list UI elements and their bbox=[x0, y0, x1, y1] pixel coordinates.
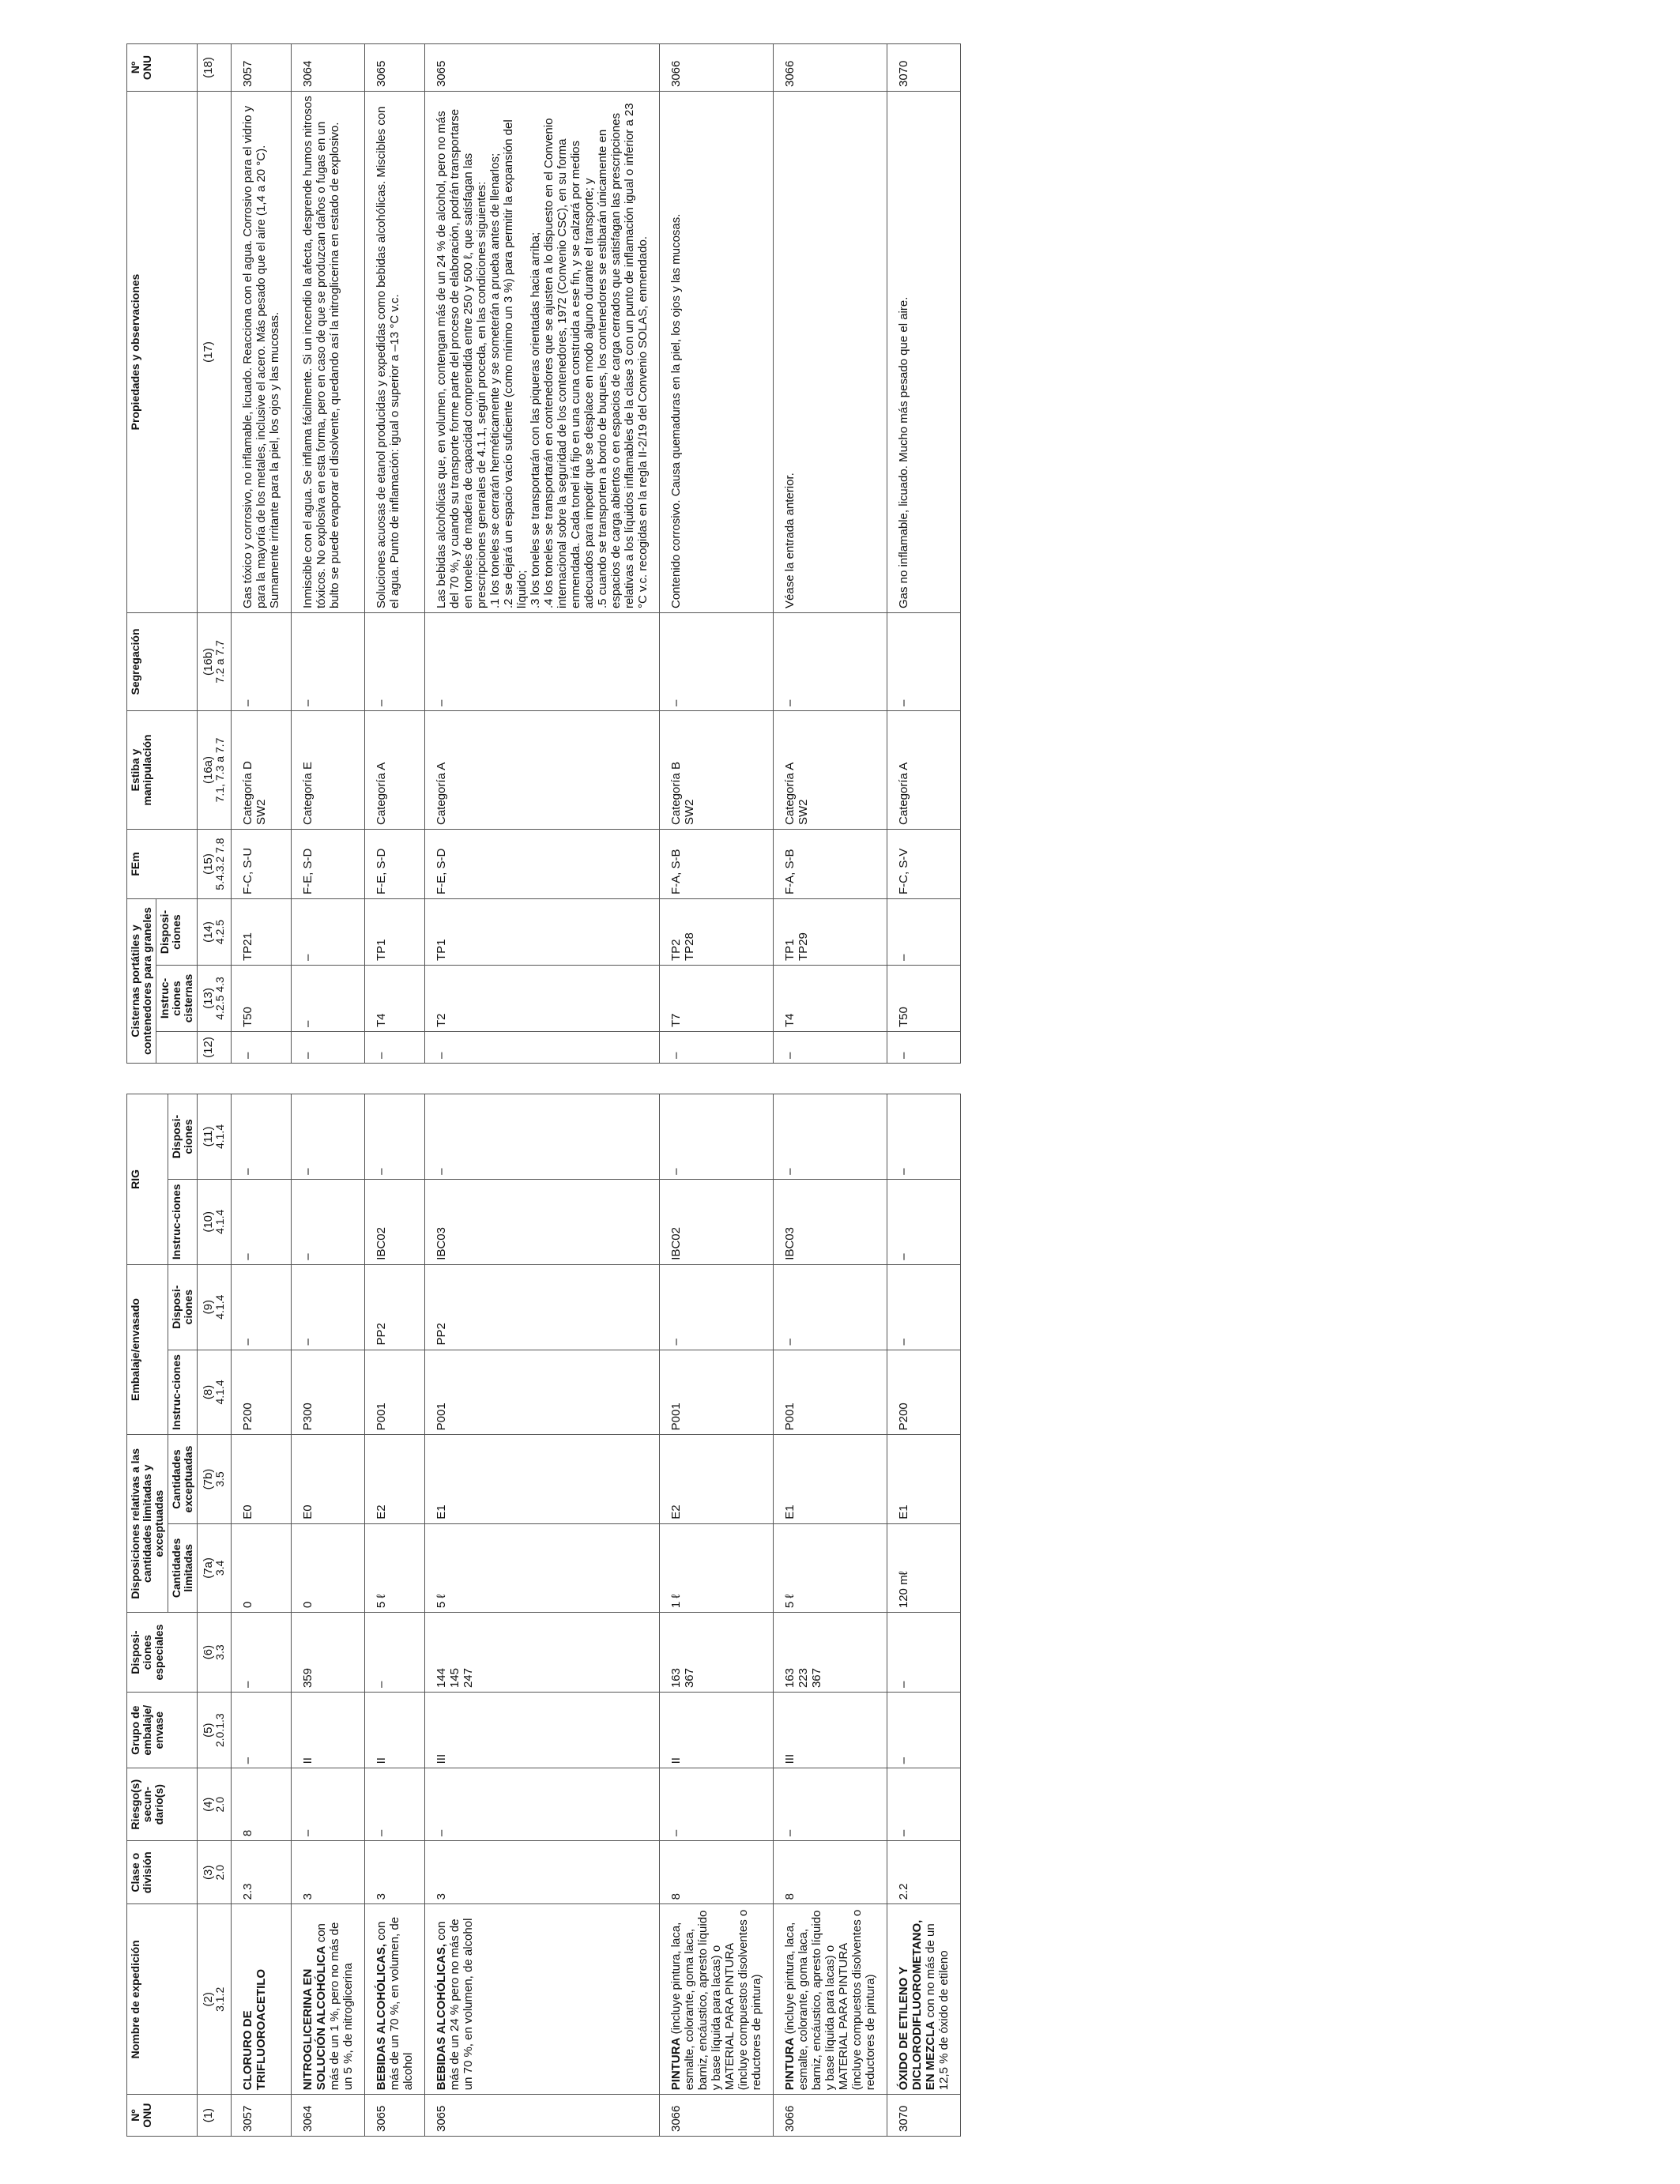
header-blank-12 bbox=[156, 1032, 198, 1064]
column-number: (13) bbox=[202, 988, 215, 1009]
column-reference: 3.4 bbox=[213, 1560, 226, 1576]
cell-onu-right: 3065 bbox=[365, 44, 425, 92]
left-col-number bbox=[198, 1768, 232, 1841]
cell-grupo: – bbox=[232, 1693, 292, 1768]
cell-cantidades-limitadas: 5 ℓ bbox=[425, 1523, 660, 1612]
column-number: (9) bbox=[202, 1299, 215, 1315]
cell-estiba-line: Categoría D bbox=[241, 761, 254, 825]
cell-cisternas-instrucciones: T50 bbox=[232, 966, 292, 1032]
observations-text: Gas no inflamable, licuado. Mucho más pesado que el aire. bbox=[897, 296, 910, 608]
cell-rig-disposiciones: – bbox=[232, 1094, 292, 1180]
cell-cisternas-instrucciones: T7 bbox=[660, 966, 774, 1032]
cell-disposiciones-especiales-line: – bbox=[897, 1681, 910, 1689]
observations-item: .5 cuando se transporten a bordo de buques, los contenedores se estibarán únicamente en espacios de carga abiertos o en espacios de carga cerrados que satisfagan las prescripciones relativas a los líquidos inflamables de la clase 3 con un punto de inflamación igual o inferior a 23 °C v.c. recogidas en la regla II-2/19 del Convenio SOLAS, enmendado. bbox=[596, 103, 650, 608]
column-reference: 4.1.4 bbox=[213, 1294, 226, 1320]
cell-rig-instrucciones: IBC02 bbox=[365, 1179, 425, 1264]
cell-rig-disposiciones: – bbox=[425, 1094, 660, 1180]
table-row bbox=[292, 44, 365, 1064]
cell-rig-instrucciones: IBC03 bbox=[774, 1179, 887, 1264]
cell-riesgo: 8 bbox=[232, 1768, 292, 1841]
right-col-number bbox=[198, 92, 232, 613]
column-reference: 4.1.4 bbox=[213, 1380, 226, 1405]
cell-cantidades-limitadas: 0 bbox=[232, 1523, 292, 1612]
left-table-body bbox=[232, 1094, 961, 2137]
header-fem: FEm bbox=[127, 830, 198, 899]
cell-cantidades-exceptuadas: E2 bbox=[660, 1435, 774, 1523]
cell-cisternas-disposiciones bbox=[365, 899, 425, 966]
right-col-number bbox=[198, 830, 232, 899]
header-onu: Nº ONU bbox=[127, 2095, 198, 2137]
table-row bbox=[425, 44, 660, 1064]
cell-riesgo: – bbox=[887, 1768, 961, 1841]
right-dangerous-goods-table bbox=[126, 43, 961, 1064]
cell-onu: 3066 bbox=[774, 2095, 887, 2137]
column-number: (10) bbox=[202, 1211, 215, 1233]
column-number: (12) bbox=[202, 1037, 215, 1058]
shipping-name-detail: con más de un 70 %, en volumen, de alcohol bbox=[375, 1916, 415, 2091]
cell-clase: 8 bbox=[660, 1841, 774, 1904]
cell-onu-right: 3064 bbox=[292, 44, 365, 92]
table-row bbox=[774, 1094, 887, 2137]
cell-cisternas-disposiciones bbox=[425, 899, 660, 966]
right-column-number-row bbox=[198, 44, 232, 1064]
cell-onu-right: 3066 bbox=[660, 44, 774, 92]
cell-estiba-line: Categoría A bbox=[897, 762, 910, 825]
cell-col-12: – bbox=[887, 1032, 961, 1064]
cell-cisternas-instrucciones: T2 bbox=[425, 966, 660, 1032]
cell-grupo: II bbox=[292, 1693, 365, 1768]
cell-embalaje-disposiciones: PP2 bbox=[365, 1264, 425, 1350]
cell-cisternas-disposiciones-line: TP29 bbox=[797, 932, 810, 961]
cell-cisternas-instrucciones: T4 bbox=[365, 966, 425, 1032]
cell-embalaje-instrucciones: P200 bbox=[232, 1350, 292, 1435]
cell-cantidades-exceptuadas: E1 bbox=[774, 1435, 887, 1523]
observations-item: .4 los toneles se transportarán en contenedores que se ajusten a lo dispuesto en el Convenio internacional sobre la seguridad de los contenedores, 1972 (Convenio CSC), en su forma enmendada. Cada tonel irá fijo en una cuna construida a ese fin, y se calzará por medios adecuados para impedir que se desplace en modo alguno durante el transporte; y bbox=[542, 118, 596, 608]
cell-embalaje-disposiciones: – bbox=[232, 1264, 292, 1350]
column-number: (7b) bbox=[202, 1468, 215, 1490]
cell-estiba-line: SW2 bbox=[797, 799, 810, 825]
header-nombre: Nombre de expedición bbox=[127, 1904, 198, 2095]
cell-embalaje-disposiciones: – bbox=[887, 1264, 961, 1350]
cell-fem: F-A, S-B bbox=[774, 830, 887, 899]
observations-text: Inmiscible con el agua. Se inflama fácilmente. Si un incendio la afecta, desprende humos nitrosos tóxicos. No explosiva en esta forma, pero en caso de que se produzcan daños o fugas en un bulto se puede evaporar el disolvente, quedando así la nitroglicerina en estado de explosivo. bbox=[301, 96, 341, 608]
observations-list bbox=[488, 96, 650, 608]
cell-segregacion: – bbox=[660, 613, 774, 711]
cell-col-12: – bbox=[660, 1032, 774, 1064]
header-propiedades: Propiedades y observaciones bbox=[127, 92, 198, 613]
shipping-name: PINTURA bbox=[783, 2037, 797, 2091]
cell-disposiciones-especiales bbox=[292, 1613, 365, 1693]
cell-rig-instrucciones: – bbox=[887, 1179, 961, 1264]
cell-onu-right: 3070 bbox=[887, 44, 961, 92]
table-row bbox=[365, 1094, 425, 2137]
cell-disposiciones-especiales-line: 359 bbox=[301, 1668, 315, 1689]
cell-embalaje-disposiciones: – bbox=[774, 1264, 887, 1350]
cell-segregacion: – bbox=[774, 613, 887, 711]
cell-embalaje-instrucciones: P001 bbox=[774, 1350, 887, 1435]
header-cisternas-disposiciones: Disposi-ciones bbox=[156, 899, 198, 966]
cell-nombre bbox=[660, 1904, 774, 2095]
cell-cisternas-disposiciones-line: TP1 bbox=[783, 939, 797, 961]
header-riesgo: Riesgo(s) secun-dario(s) bbox=[127, 1768, 198, 1841]
cell-disposiciones-especiales bbox=[887, 1613, 961, 1693]
cell-cisternas-disposiciones-line: – bbox=[301, 954, 315, 961]
shipping-name: BEBIDAS ALCOHÓLICAS, bbox=[375, 1943, 388, 2091]
cell-clase: 3 bbox=[425, 1841, 660, 1904]
cell-estiba-line: Categoría E bbox=[301, 761, 315, 825]
cell-cisternas-instrucciones: T4 bbox=[774, 966, 887, 1032]
cell-disposiciones-especiales-line: 163 bbox=[783, 1668, 797, 1689]
shipping-name-detail: (incluye pintura, laca, esmalte, colorante, goma laca, barniz, encáustico, apresto líquido y base líquida para lacas) o MATERIAL PARA PINTURA (incluye compuestos disolventes o reductores de pintura) bbox=[783, 1909, 877, 2091]
header-rig-instrucciones: Instruc-ciones bbox=[168, 1179, 198, 1264]
cell-disposiciones-especiales-line: 247 bbox=[461, 1668, 475, 1689]
cell-disposiciones-especiales-line: – bbox=[375, 1681, 388, 1689]
column-number: (1) bbox=[202, 2107, 215, 2123]
header-clase: Clase o división bbox=[127, 1841, 198, 1904]
cell-disposiciones-especiales-line: 367 bbox=[683, 1668, 696, 1689]
left-col-number bbox=[198, 1523, 232, 1612]
cell-estiba bbox=[365, 711, 425, 830]
observations-text: Contenido corrosivo. Causa quemaduras en la piel, los ojos y las mucosas. bbox=[669, 213, 683, 608]
left-column-number-row bbox=[198, 1094, 232, 2137]
column-number: (5) bbox=[202, 1723, 215, 1738]
cell-nombre bbox=[425, 1904, 660, 2095]
shipping-name: BEBIDAS ALCOHÓLICAS, bbox=[435, 1943, 448, 2091]
column-number: (4) bbox=[202, 1797, 215, 1812]
header-rig-group: RIG bbox=[127, 1094, 168, 1265]
cell-clase: 3 bbox=[292, 1841, 365, 1904]
table-row bbox=[232, 44, 292, 1064]
cell-disposiciones-especiales bbox=[425, 1613, 660, 1693]
cell-cantidades-exceptuadas: E0 bbox=[232, 1435, 292, 1523]
cell-cisternas-disposiciones-line: TP1 bbox=[435, 939, 448, 961]
right-col-number bbox=[198, 899, 232, 966]
cell-estiba-line: Categoría A bbox=[375, 762, 388, 825]
cell-riesgo: – bbox=[660, 1768, 774, 1841]
cell-cisternas-instrucciones: – bbox=[292, 966, 365, 1032]
cell-onu: 3064 bbox=[292, 2095, 365, 2137]
cell-estiba bbox=[232, 711, 292, 830]
cell-cantidades-limitadas: 5 ℓ bbox=[774, 1523, 887, 1612]
cell-cisternas-disposiciones bbox=[660, 899, 774, 966]
cell-segregacion: – bbox=[887, 613, 961, 711]
table-row bbox=[365, 44, 425, 1064]
column-number: (18) bbox=[202, 57, 215, 78]
left-col-number bbox=[198, 1435, 232, 1523]
cell-cisternas-disposiciones-line: TP2 bbox=[669, 939, 683, 961]
cell-nombre bbox=[365, 1904, 425, 2095]
cell-disposiciones-especiales-line: 163 bbox=[669, 1668, 683, 1689]
shipping-name-detail: con más de un 1 %, pero no más de un 5 %, de nitroglicerina bbox=[315, 1922, 355, 2091]
cell-estiba-line: SW2 bbox=[254, 799, 268, 825]
cell-rig-disposiciones: – bbox=[660, 1094, 774, 1180]
cell-nombre bbox=[887, 1904, 961, 2095]
cell-col-12: – bbox=[232, 1032, 292, 1064]
cell-disposiciones-especiales-line: 145 bbox=[448, 1668, 461, 1689]
observations-item: .2 se dejará un espacio vacío suficiente (como mínimo un 3 %) para permitir la expansión del líquido; bbox=[502, 119, 529, 608]
cell-cisternas-disposiciones bbox=[232, 899, 292, 966]
right-col-number bbox=[198, 966, 232, 1032]
header-embalaje-instrucciones: Instruc-ciones bbox=[168, 1350, 198, 1435]
column-number: (7a) bbox=[202, 1557, 215, 1579]
cell-fem: F-A, S-B bbox=[660, 830, 774, 899]
column-reference: 2.0 bbox=[213, 1865, 226, 1881]
cell-cisternas-disposiciones-line: TP28 bbox=[683, 932, 696, 961]
column-reference: 3.5 bbox=[213, 1471, 226, 1487]
shipping-name-detail: con más de un 24 % pero no más de un 70 %, en volumen, de alcohol bbox=[435, 1918, 475, 2091]
header-segregacion: Segregación bbox=[127, 613, 198, 711]
right-col-number bbox=[198, 711, 232, 830]
cell-disposiciones-especiales-line: – bbox=[241, 1681, 254, 1689]
column-number: (8) bbox=[202, 1384, 215, 1400]
left-col-number bbox=[198, 1350, 232, 1435]
cell-embalaje-disposiciones: – bbox=[292, 1264, 365, 1350]
cell-cantidades-exceptuadas: E2 bbox=[365, 1435, 425, 1523]
cell-grupo: III bbox=[425, 1693, 660, 1768]
observations-intro: Las bebidas alcohólicas que, en volumen, contengan más de un 24 % de alcohol, pero no más del 70 %, y cuando su transporte forme parte del proceso de elaboración, podrán transportarse en toneles de madera de capacidad comprendida entre 250 y 500 ℓ, que satisfagan las prescripciones generales de 4.1.1, según proceda, en las condiciones siguientes: bbox=[435, 108, 488, 608]
cell-nombre bbox=[774, 1904, 887, 2095]
header-rig-disposiciones: Disposi-ciones bbox=[168, 1094, 198, 1180]
cell-clase: 2.2 bbox=[887, 1841, 961, 1904]
cell-onu-right: 3065 bbox=[425, 44, 660, 92]
cell-propiedades bbox=[660, 92, 774, 613]
column-reference: 4.1.4 bbox=[213, 1209, 226, 1234]
column-reference: 7.2 a 7.7 bbox=[213, 640, 226, 683]
table-row bbox=[425, 1094, 660, 2137]
cell-propiedades bbox=[365, 92, 425, 613]
cell-embalaje-instrucciones: P001 bbox=[425, 1350, 660, 1435]
left-col-number bbox=[198, 1264, 232, 1350]
shipping-name: PINTURA bbox=[669, 2037, 683, 2091]
cell-grupo: II bbox=[365, 1693, 425, 1768]
cell-riesgo: – bbox=[774, 1768, 887, 1841]
cell-rig-disposiciones: – bbox=[774, 1094, 887, 1180]
cell-embalaje-disposiciones: – bbox=[660, 1264, 774, 1350]
cell-onu: 3065 bbox=[365, 2095, 425, 2137]
cell-onu: 3057 bbox=[232, 2095, 292, 2137]
cell-disposiciones-especiales bbox=[365, 1613, 425, 1693]
observations-text: Véase la entrada anterior. bbox=[783, 473, 797, 608]
left-col-number bbox=[198, 1693, 232, 1768]
header-embalaje-group: Embalaje/envasado bbox=[127, 1264, 168, 1435]
column-reference: 4.2.5 bbox=[213, 919, 226, 945]
cell-cantidades-exceptuadas: E1 bbox=[887, 1435, 961, 1523]
cell-cisternas-disposiciones-line: – bbox=[897, 954, 910, 961]
cell-fem: F-E, S-D bbox=[425, 830, 660, 899]
table-row bbox=[887, 1094, 961, 2137]
cell-propiedades bbox=[425, 92, 660, 613]
cell-grupo: II bbox=[660, 1693, 774, 1768]
table-row bbox=[887, 44, 961, 1064]
cell-estiba-line: Categoría A bbox=[435, 762, 448, 825]
shipping-name: NITROGLICERINA EN SOLUCIÓN ALCOHÓLICA bbox=[301, 1945, 328, 2091]
cell-clase: 8 bbox=[774, 1841, 887, 1904]
cell-onu: 3065 bbox=[425, 2095, 660, 2137]
cell-embalaje-disposiciones: PP2 bbox=[425, 1264, 660, 1350]
column-reference: 4.1.4 bbox=[213, 1124, 226, 1150]
observations-item: .3 los toneles se transportarán con las piqueras orientadas hacia arriba; bbox=[529, 232, 542, 608]
header-estiba: Estiba y manipulación bbox=[127, 711, 198, 830]
right-col-number bbox=[198, 613, 232, 711]
cell-segregacion: – bbox=[425, 613, 660, 711]
shipping-name-detail: (incluye pintura, laca, esmalte, colorante, goma laca, barniz, encáustico, apresto líquido y base líquida para lacas) o MATERIAL PARA PINTURA (incluye compuestos disolventes o reductores de pintura) bbox=[669, 1909, 763, 2091]
column-reference: 2.0 bbox=[213, 1797, 226, 1813]
table-row bbox=[660, 1094, 774, 2137]
cell-cantidades-exceptuadas: E1 bbox=[425, 1435, 660, 1523]
cell-propiedades bbox=[887, 92, 961, 613]
cell-cisternas-disposiciones bbox=[292, 899, 365, 966]
observations-text: Soluciones acuosas de etanol producidas y expedidas como bebidas alcohólicas. Miscibles con el agua. Punto de inflamación: igual o superior a –13 °C v.c. bbox=[375, 106, 401, 608]
column-number: (16b) bbox=[202, 647, 215, 676]
cell-cisternas-disposiciones-line: TP1 bbox=[375, 939, 388, 961]
header-onu-right: Nº ONU bbox=[127, 44, 198, 92]
cell-riesgo: – bbox=[365, 1768, 425, 1841]
cell-embalaje-instrucciones: P300 bbox=[292, 1350, 365, 1435]
column-reference: 4.2.5 4.3 bbox=[213, 977, 226, 1020]
cell-disposiciones-especiales-line: 223 bbox=[797, 1668, 810, 1689]
cell-embalaje-instrucciones: P001 bbox=[660, 1350, 774, 1435]
cell-rig-instrucciones: IBC02 bbox=[660, 1179, 774, 1264]
header-cisternas-group: Cisternas portátiles y contenedores para graneles bbox=[127, 899, 156, 1064]
cell-clase: 2.3 bbox=[232, 1841, 292, 1904]
cell-disposiciones-especiales bbox=[660, 1613, 774, 1693]
header-cantidades-exceptuadas: Cantidades exceptuadas bbox=[168, 1435, 198, 1523]
cell-estiba bbox=[660, 711, 774, 830]
shipping-name: ÓXIDO DE ETILENO Y DICLORODIFLUOROMETANO, EN MEZCLA bbox=[897, 1919, 937, 2091]
header-cantidades-limitadas: Cantidades limitadas bbox=[168, 1523, 198, 1612]
cell-estiba bbox=[425, 711, 660, 830]
cell-fem: F-E, S-D bbox=[292, 830, 365, 899]
cell-clase: 3 bbox=[365, 1841, 425, 1904]
cell-riesgo: – bbox=[292, 1768, 365, 1841]
cell-cantidades-limitadas: 1 ℓ bbox=[660, 1523, 774, 1612]
cell-propiedades bbox=[774, 92, 887, 613]
column-number: (6) bbox=[202, 1644, 215, 1660]
cell-propiedades bbox=[292, 92, 365, 613]
table-row bbox=[232, 1094, 292, 2137]
cell-rig-disposiciones: – bbox=[365, 1094, 425, 1180]
column-number: (16a) bbox=[202, 755, 215, 785]
cell-nombre bbox=[292, 1904, 365, 2095]
column-reference: 3.1.2 bbox=[213, 1986, 226, 2012]
table-row bbox=[292, 1094, 365, 2137]
cell-segregacion: – bbox=[365, 613, 425, 711]
cell-segregacion: – bbox=[232, 613, 292, 711]
column-reference: 3.3 bbox=[213, 1644, 226, 1660]
cell-estiba-line: SW2 bbox=[683, 799, 696, 825]
left-col-number bbox=[198, 1094, 232, 1180]
left-col-number bbox=[198, 1904, 232, 2095]
observations-text: Gas tóxico y corrosivo, no inflamable, licuado. Reacciona con el agua. Corrosivo para el vidrio y para la mayoría de los metales, inclusive el acero. Más pesado que el aire (1,4 a 20 °C). Sumamente irritante para la piel, los ojos y las mucosas. bbox=[241, 105, 281, 608]
header-embalaje-disposiciones: Disposi-ciones bbox=[168, 1264, 198, 1350]
shipping-name: CLORURO DE TRIFLUOROACETILO bbox=[241, 1968, 268, 2091]
header-disposiciones-especiales: Disposi-ciones especiales bbox=[127, 1613, 198, 1693]
cell-estiba bbox=[292, 711, 365, 830]
cell-riesgo: – bbox=[425, 1768, 660, 1841]
header-cantidades-group: Disposiciones relativas a las cantidades limitadas y exceptuadas bbox=[127, 1435, 168, 1613]
cell-cisternas-disposiciones-line: TP21 bbox=[241, 932, 254, 961]
cell-estiba-line: Categoría A bbox=[783, 762, 797, 825]
cell-disposiciones-especiales-line: 144 bbox=[435, 1668, 448, 1689]
left-col-number bbox=[198, 1179, 232, 1264]
cell-cisternas-disposiciones bbox=[774, 899, 887, 966]
cell-estiba bbox=[774, 711, 887, 830]
table-row bbox=[774, 44, 887, 1064]
cell-col-12: – bbox=[774, 1032, 887, 1064]
cell-fem: F-E, S-D bbox=[365, 830, 425, 899]
cell-cisternas-disposiciones bbox=[887, 899, 961, 966]
observations-item: .1 los toneles se cerrarán herméticamente y se someterán a prueba antes de llenarlos; bbox=[488, 153, 502, 608]
column-reference: 7.1, 7.3 a 7.7 bbox=[213, 737, 226, 803]
cell-col-12: – bbox=[292, 1032, 365, 1064]
cell-rig-instrucciones: IBC03 bbox=[425, 1179, 660, 1264]
right-table-body bbox=[232, 44, 961, 1064]
column-number: (2) bbox=[202, 1992, 215, 2007]
cell-rig-disposiciones: – bbox=[292, 1094, 365, 1180]
cell-onu: 3070 bbox=[887, 2095, 961, 2137]
header-grupo: Grupo de embalaje/ envase bbox=[127, 1693, 198, 1768]
cell-grupo: – bbox=[887, 1693, 961, 1768]
column-number: (15) bbox=[202, 853, 215, 875]
cell-cisternas-instrucciones: T50 bbox=[887, 966, 961, 1032]
cell-col-12: – bbox=[425, 1032, 660, 1064]
cell-fem: F-C, S-V bbox=[887, 830, 961, 899]
column-number: (11) bbox=[202, 1126, 215, 1147]
cell-embalaje-instrucciones: P200 bbox=[887, 1350, 961, 1435]
cell-estiba-line: Categoría B bbox=[669, 761, 683, 825]
shipping-name-detail: con no más de un 12,5 % de óxido de etileno bbox=[924, 1923, 951, 2091]
cell-onu-right: 3066 bbox=[774, 44, 887, 92]
left-col-number bbox=[198, 1613, 232, 1693]
cell-cantidades-limitadas: 0 bbox=[292, 1523, 365, 1612]
right-col-number bbox=[198, 44, 232, 92]
table-row bbox=[660, 44, 774, 1064]
cell-segregacion: – bbox=[292, 613, 365, 711]
header-cisternas-instrucciones: Instruc-ciones cisternas bbox=[156, 966, 198, 1032]
cell-cantidades-exceptuadas: E0 bbox=[292, 1435, 365, 1523]
right-col-number bbox=[198, 1032, 232, 1064]
column-number: (17) bbox=[202, 341, 215, 363]
cell-disposiciones-especiales bbox=[774, 1613, 887, 1693]
cell-disposiciones-especiales-line: 367 bbox=[810, 1668, 823, 1689]
cell-col-12: – bbox=[365, 1032, 425, 1064]
left-dangerous-goods-table bbox=[126, 1094, 961, 2137]
cell-disposiciones-especiales bbox=[232, 1613, 292, 1693]
cell-nombre bbox=[232, 1904, 292, 2095]
cell-cantidades-limitadas: 120 mℓ bbox=[887, 1523, 961, 1612]
cell-propiedades bbox=[232, 92, 292, 613]
column-number: (3) bbox=[202, 1865, 215, 1880]
column-reference: 5.4.3.2 7.8 bbox=[213, 838, 226, 891]
cell-rig-disposiciones: – bbox=[887, 1094, 961, 1180]
cell-onu-right: 3057 bbox=[232, 44, 292, 92]
cell-rig-instrucciones: – bbox=[292, 1179, 365, 1264]
column-number: (14) bbox=[202, 921, 215, 943]
left-col-number bbox=[198, 1841, 232, 1904]
cell-grupo: III bbox=[774, 1693, 887, 1768]
cell-rig-instrucciones: – bbox=[232, 1179, 292, 1264]
cell-cantidades-limitadas: 5 ℓ bbox=[365, 1523, 425, 1612]
cell-fem: F-C, S-U bbox=[232, 830, 292, 899]
cell-onu: 3066 bbox=[660, 2095, 774, 2137]
cell-embalaje-instrucciones: P001 bbox=[365, 1350, 425, 1435]
cell-estiba bbox=[887, 711, 961, 830]
column-reference: 2.0.1.3 bbox=[213, 1713, 226, 1748]
left-col-number bbox=[198, 2095, 232, 2137]
